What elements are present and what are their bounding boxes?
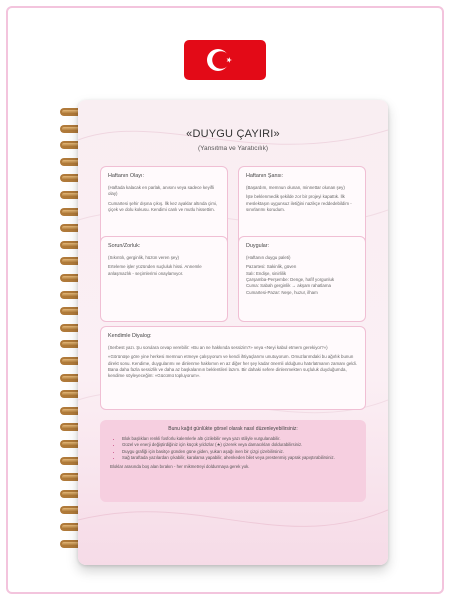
card-body: «Görünüşe göre yine herkesi memnun etmeye çalışıyorum ve kendi ihtiyaçlarımı unutuyorum. Omuzlarımdaki bu ağırlık bunun direkt sonu. Kendime, duygularımı ve dinlenme hakkımın en az diğer her şey kadar önemli olduğunu hatırlatmanın zamanı geldi. Bana daha fazla sessizlik ve daha az başkalarının beklentileri lazım. Bir dahaki sefere dinlenmekten suçluluk duyduğumda, kendime söyleyeceğim: «Gücümü topluyorum». (108, 354, 357, 379)
card-body: Erteleme işler yüzünden suçluluk hissi. Annemle anlaşmazlık - seçimlerimi onaylamıyor. (108, 264, 202, 276)
feeling-line: Salı: Endişe, sinirlilik (246, 270, 287, 276)
guide-bullet: • Sağ taraftada yazılardan çıkabilir, karalama yapabilir, ahenkeden bilet veya prestenmiş yaprak yapıştırabilirsiniz. (122, 455, 356, 461)
card-hint: (Başardım, memnun olunan, minnettar olunan şey) (246, 184, 345, 190)
card-hint: (Sıkıntılı, gerginlik, hüzün veren şey) (108, 254, 180, 260)
feeling-line: Cumartesi-Pazar: Neşe, huzur, ilham (246, 289, 318, 295)
card-title: Haftanın Olayı: (108, 173, 144, 179)
card-title: Sorun/Zorluk: (108, 243, 141, 249)
card-hint: (Haftada kalacak en parlak, anısını veya sadece keyifli olay) (108, 184, 214, 197)
card-body: Cumartesi şehir dışına çıkış. İlk kez ayaklar altında çimi, çiçek ve dolu kokusu. Kendimi canlı ve mutlu hissettim. (108, 200, 218, 212)
notebook-page (78, 100, 388, 565)
card-feelings (238, 236, 366, 322)
card-title: Duygular: (246, 243, 270, 249)
crescent-star-icon (184, 40, 266, 80)
feeling-line: Çarşamba-Perşembe: Denge, hafif yorgunluk (246, 276, 335, 282)
guide-list (110, 436, 356, 461)
page-title: «DUYGU ÇAYIRI» (186, 128, 280, 140)
guide-heading: Bunu kağıt günlükte görsel olarak nasıl düzenleyebilirsiniz: (168, 426, 298, 432)
guide-bullet: • Duygu grafiği için basitçe günden güne giden, yukarı aşağı inen bir çizgi çizebilirsiniz. (122, 449, 356, 455)
guide-box (100, 420, 366, 502)
guide-footer: Bloklar arasında boş alan bırakın - her mikmetreyi doldurmaya gerek yok. (110, 464, 250, 470)
guide-bullet: • Blok başlıkları renkli fosforlu kalemlerle altı çizilebilir veya yazı stiliyle vurgulanabilir. (122, 436, 356, 442)
page-subtitle: (Yansıtma ve Yaratıcılık) (197, 145, 269, 152)
card-hint: (Serbest yazı. Şu sorulara cevap verebilir: «Bu an ne hakkında sessizim?» veya «Neyi kabul etmem gerekiyor?») (108, 344, 328, 350)
card-problem (100, 236, 228, 322)
feeling-line: Cuma: Sabah gerginlik → akşam rahatlama (246, 283, 331, 289)
card-title: Kendimle Diyalog: (108, 333, 152, 339)
turkey-flag-icon (184, 40, 266, 80)
card-title: Haftanın Şansı: (246, 173, 284, 179)
card-dialog (100, 326, 366, 410)
card-hint: (Haftanın duygu paleti) (246, 254, 291, 260)
card-body: İşte beklenmedik şekilde zor bir projeyi kapattık. İlk meslektaşın uygunsuz iletiğini nazikçe reddedebildim - sınırlarımı korudum. (246, 194, 352, 212)
guide-bullet: • Güzel ve enerji değiştirdiğiniz için küçük yıldızlar (★) çizerek veya damacıkları doldurabilirsiniz. (122, 442, 356, 448)
feeling-line: Pazartesi: Sakinlik, güven (246, 264, 297, 270)
